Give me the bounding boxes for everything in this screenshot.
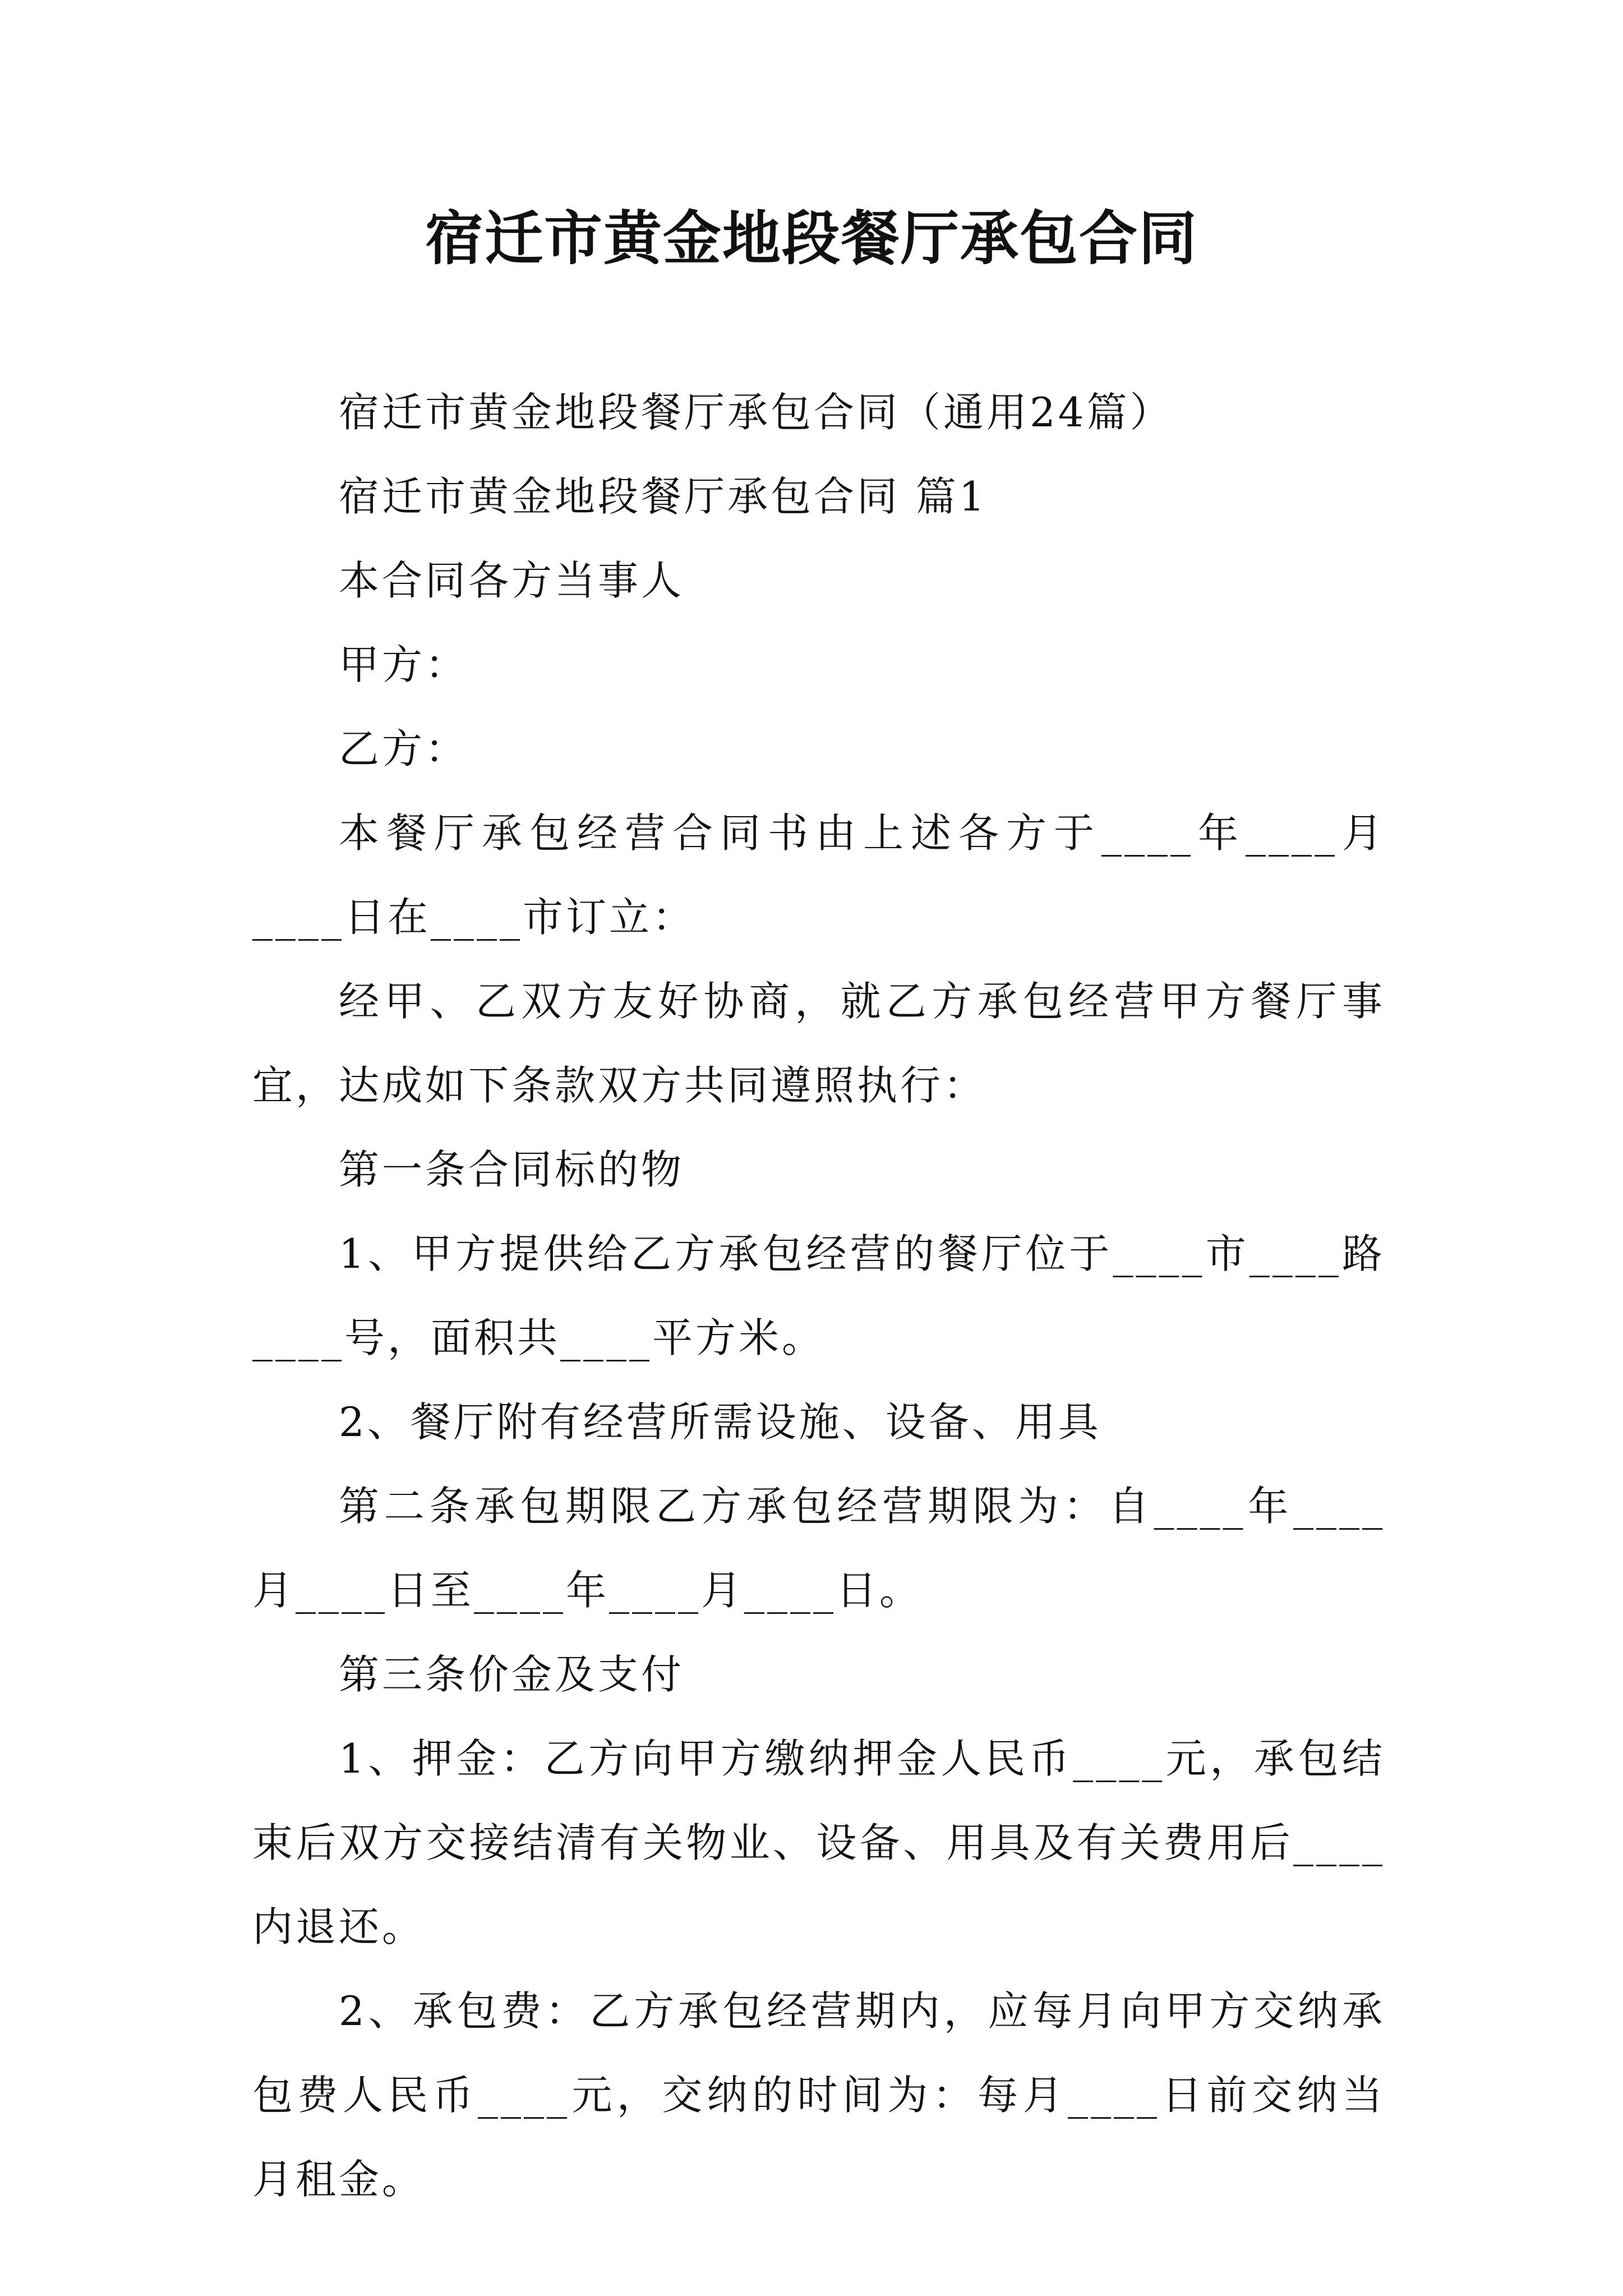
document-title: 宿迁市黄金地段餐厅承包合同	[425, 204, 1198, 273]
article-1-item-1: 1、甲方提供给乙方承包经营的餐厅位于____市____路____号，面积共____平方米。	[252, 1230, 1385, 1361]
paragraph-signing-date: 本餐厅承包经营合同书由上述各方于____年____月____日在____市订立：	[252, 809, 1385, 941]
paragraph-section-heading: 宿迁市黄金地段餐厅承包合同 篇1	[339, 473, 988, 520]
paragraph-parties-intro: 本合同各方当事人	[339, 557, 685, 604]
paragraph-party-a: 甲方：	[339, 641, 469, 688]
paragraph-negotiation: 经甲、乙双方友好协商，就乙方承包经营甲方餐厅事宜，达成如下条款双方共同遵照执行：	[252, 978, 1385, 1109]
article-3-item-1-deposit: 1、押金：乙方向甲方缴纳押金人民币____元，承包结束后双方交接结清有关物业、设备、用具及有关费用后____内退还。	[252, 1735, 1385, 1950]
article-1-item-2: 2、餐厅附有经营所需设施、设备、用具	[339, 1398, 1101, 1446]
article-2-term: 第二条承包期限乙方承包经营期限为：自____年____月____日至____年____月____日。	[252, 1483, 1385, 1614]
document-body	[252, 370, 1385, 2221]
article-1-heading: 第一条合同标的物	[339, 1146, 685, 1193]
paragraph-party-b: 乙方：	[339, 725, 469, 772]
paragraph-subtitle: 宿迁市黄金地段餐厅承包合同（通用24篇）	[339, 389, 1173, 436]
article-3-item-2-fee: 2、承包费：乙方承包经营期内，应每月向甲方交纳承包费人民币____元，交纳的时间为：每月____日前交纳当月租金。	[252, 1987, 1385, 2203]
article-3-heading: 第三条价金及支付	[339, 1651, 685, 1698]
